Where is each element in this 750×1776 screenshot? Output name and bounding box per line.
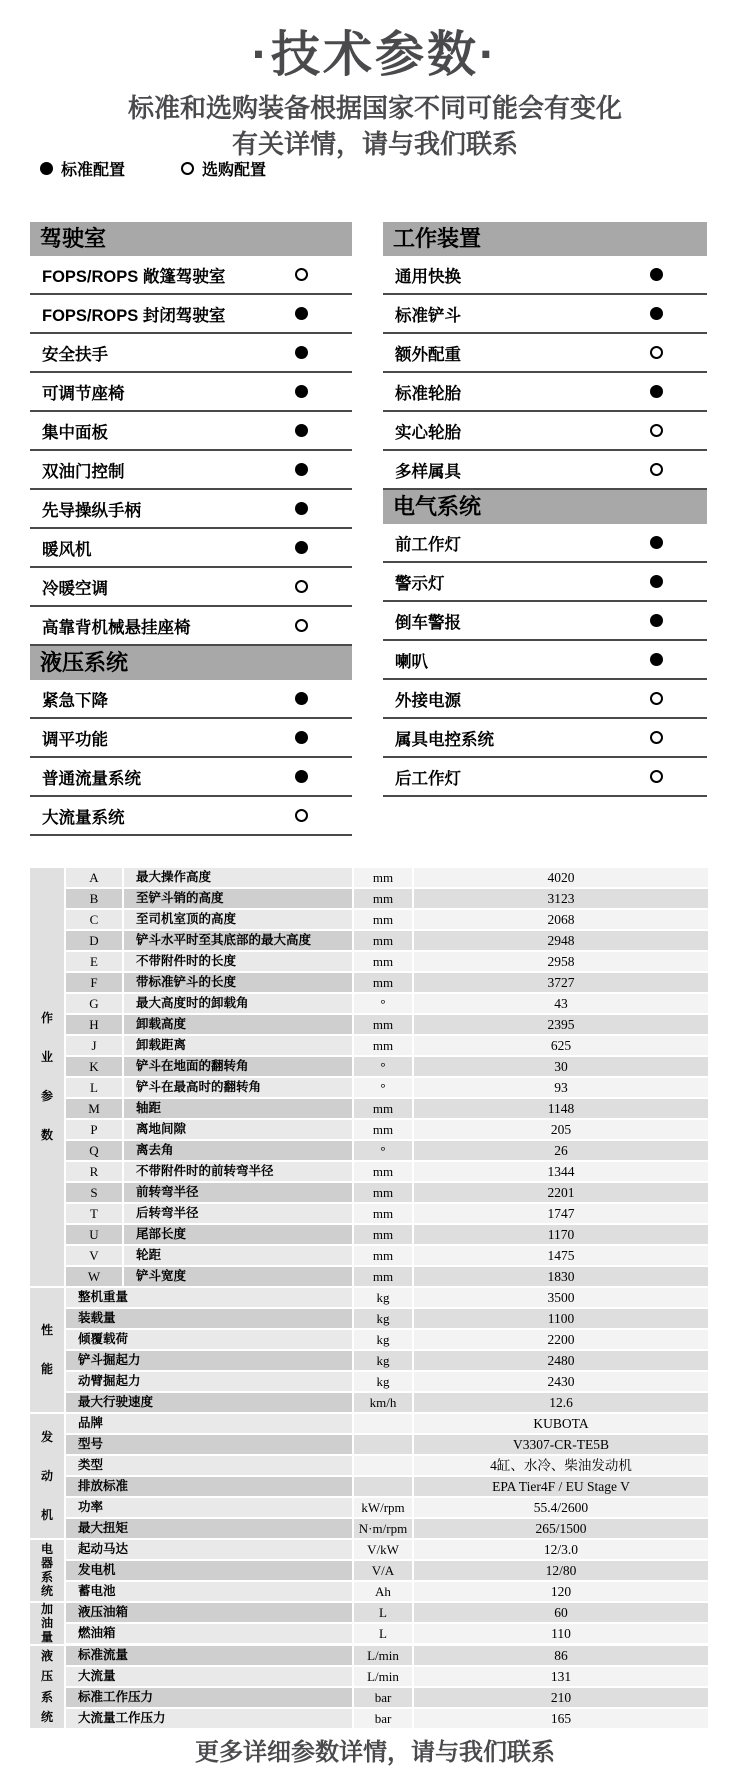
section-header-electrical-system: 电气系统 — [383, 490, 707, 524]
config-item-label: 标准轮胎 — [395, 384, 461, 403]
spec-dimension-letter: B — [66, 889, 122, 908]
spec-param-value: 2480 — [414, 1351, 708, 1370]
spec-group-label: 电 器 系 统 — [30, 1540, 64, 1601]
spec-param-value: 205 — [414, 1120, 708, 1139]
spec-param-name: 燃油箱 — [66, 1624, 352, 1643]
footer-note: 更多详细参数详情，请与我们联系 — [195, 1739, 555, 1766]
spec-param-unit: mm — [354, 1225, 412, 1244]
config-row — [30, 797, 352, 836]
config-item-label: 警示灯 — [395, 574, 445, 593]
config-row — [383, 451, 707, 490]
spec-param-value: 265/1500 — [414, 1519, 708, 1538]
config-row — [30, 758, 352, 797]
spec-param-value: 120 — [414, 1582, 708, 1601]
spec-group-rows — [66, 1603, 708, 1644]
config-item-label: 标准铲斗 — [395, 306, 461, 325]
optional-dot-icon — [295, 619, 308, 632]
config-row — [383, 758, 707, 797]
standard-dot-icon — [650, 307, 663, 320]
spec-param-unit: kg — [354, 1330, 412, 1349]
legend — [40, 157, 266, 180]
section-header-cab: 驾驶室 — [30, 222, 352, 256]
optional-dot-icon — [650, 424, 663, 437]
optional-dot-icon — [181, 162, 194, 175]
spec-param-name: 前转弯半径 — [124, 1183, 352, 1202]
config-row — [383, 295, 707, 334]
config-row — [30, 256, 352, 295]
config-item-label: 暖风机 — [42, 540, 92, 559]
spec-param-unit: mm — [354, 1162, 412, 1181]
spec-param-value: 60 — [414, 1603, 708, 1622]
spec-param-unit: kg — [354, 1351, 412, 1370]
spec-param-unit: mm — [354, 910, 412, 929]
spec-param-value: 4缸、水冷、柴油发动机 — [414, 1456, 708, 1475]
spec-param-value: 12/3.0 — [414, 1540, 708, 1559]
spec-group-label: 性 能 — [30, 1288, 64, 1412]
config-item-label: 安全扶手 — [42, 345, 108, 364]
spec-dimension-letter: K — [66, 1057, 122, 1076]
config-row — [383, 334, 707, 373]
standard-dot-icon — [295, 346, 308, 359]
spec-dimension-letter: P — [66, 1120, 122, 1139]
spec-dimension-letter: U — [66, 1225, 122, 1244]
config-item-label: 集中面板 — [42, 423, 108, 442]
config-item-label: FOPS/ROPS 封闭驾驶室 — [42, 306, 226, 325]
spec-param-unit: bar — [354, 1709, 412, 1728]
spec-param-unit — [354, 1435, 412, 1454]
config-item-label: 后工作灯 — [395, 769, 461, 788]
standard-dot-icon — [295, 463, 308, 476]
spec-param-name: 卸载距离 — [124, 1036, 352, 1055]
spec-param-unit — [354, 1477, 412, 1496]
subtitle-line-2: 有关详情，请与我们联系 — [231, 129, 518, 159]
spec-param-value: 12/80 — [414, 1561, 708, 1580]
spec-param-value: 2200 — [414, 1330, 708, 1349]
spec-param-name: 蓄电池 — [66, 1582, 352, 1601]
page-title: ·技术参数· — [251, 28, 499, 82]
spec-param-value: 3123 — [414, 889, 708, 908]
spec-group-hydraulic — [30, 1646, 708, 1728]
spec-param-value: 1170 — [414, 1225, 708, 1244]
spec-param-name: 起动马达 — [66, 1540, 352, 1559]
standard-dot-icon — [295, 424, 308, 437]
spec-param-unit: mm — [354, 1015, 412, 1034]
spec-group-electric-system — [30, 1540, 708, 1601]
spec-param-name: 最大操作高度 — [124, 868, 352, 887]
spec-param-name: 卸载高度 — [124, 1015, 352, 1034]
spec-param-value: 55.4/2600 — [414, 1498, 708, 1517]
standard-dot-icon — [295, 541, 308, 554]
spec-param-name: 铲斗水平时至其底部的最大高度 — [124, 931, 352, 950]
spec-param-value: 1747 — [414, 1204, 708, 1223]
spec-group-rows — [66, 1540, 708, 1601]
spec-dimension-letter: A — [66, 868, 122, 887]
spec-group-rows — [66, 1646, 708, 1728]
config-item-label: 先导操纵手柄 — [42, 501, 141, 520]
config-row — [383, 563, 707, 602]
config-row — [30, 568, 352, 607]
spec-param-unit: mm — [354, 868, 412, 887]
spec-param-unit: mm — [354, 931, 412, 950]
spec-param-unit: mm — [354, 1246, 412, 1265]
standard-dot-icon — [40, 162, 53, 175]
optional-dot-icon — [295, 268, 308, 281]
spec-param-unit — [354, 1414, 412, 1433]
config-item-label: 冷暖空调 — [42, 579, 108, 598]
standard-dot-icon — [295, 307, 308, 320]
spec-dimension-letter: R — [66, 1162, 122, 1181]
config-item-label: 调平功能 — [42, 730, 108, 749]
config-item-label: 喇叭 — [395, 652, 428, 671]
spec-dimension-letter: L — [66, 1078, 122, 1097]
config-row — [30, 334, 352, 373]
config-item-label: 前工作灯 — [395, 535, 461, 554]
spec-param-value: 93 — [414, 1078, 708, 1097]
spec-dimension-letter: J — [66, 1036, 122, 1055]
spec-param-unit: ° — [354, 1141, 412, 1160]
spec-param-name: 至司机室顶的高度 — [124, 910, 352, 929]
spec-dimension-letter: S — [66, 1183, 122, 1202]
config-item-label: 通用快换 — [395, 267, 461, 286]
spec-param-unit: kg — [354, 1288, 412, 1307]
spec-param-value: 86 — [414, 1646, 708, 1665]
spec-param-name: 带标准铲斗的长度 — [124, 973, 352, 992]
spec-table — [30, 868, 708, 1730]
config-column-left — [30, 222, 352, 836]
spec-param-unit: V/A — [354, 1561, 412, 1580]
standard-dot-icon — [650, 385, 663, 398]
legend-item-optional — [181, 157, 266, 180]
spec-param-value: 2430 — [414, 1372, 708, 1391]
config-item-label: 倒车警报 — [395, 613, 461, 632]
spec-group-operating-parameters — [30, 868, 708, 1286]
spec-param-value: 1100 — [414, 1309, 708, 1328]
spec-param-name: 最大行驶速度 — [66, 1393, 352, 1412]
config-item-label: 外接电源 — [395, 691, 461, 710]
spec-param-value: EPA Tier4F / EU Stage V — [414, 1477, 708, 1496]
spec-dimension-letter: Q — [66, 1141, 122, 1160]
spec-param-value: 30 — [414, 1057, 708, 1076]
config-row — [383, 373, 707, 412]
spec-dimension-letter: W — [66, 1267, 122, 1286]
spec-param-name: 大流量工作压力 — [66, 1709, 352, 1728]
config-item-label: 普通流量系统 — [42, 769, 141, 788]
spec-param-unit: L/min — [354, 1646, 412, 1665]
spec-param-value: KUBOTA — [414, 1414, 708, 1433]
spec-param-name: 发电机 — [66, 1561, 352, 1580]
optional-dot-icon — [650, 463, 663, 476]
legend-item-standard — [40, 157, 125, 180]
spec-param-value: 2948 — [414, 931, 708, 950]
spec-param-value: 2395 — [414, 1015, 708, 1034]
spec-param-name: 整机重量 — [66, 1288, 352, 1307]
spec-dimension-letter: H — [66, 1015, 122, 1034]
spec-param-name: 标准流量 — [66, 1646, 352, 1665]
spec-param-name: 最大高度时的卸载角 — [124, 994, 352, 1013]
spec-param-value: 3500 — [414, 1288, 708, 1307]
spec-param-name: 铲斗掘起力 — [66, 1351, 352, 1370]
spec-param-name: 标准工作压力 — [66, 1688, 352, 1707]
config-row — [383, 412, 707, 451]
config-row — [30, 490, 352, 529]
spec-dimension-letter: G — [66, 994, 122, 1013]
optional-dot-icon — [650, 692, 663, 705]
optional-dot-icon — [295, 809, 308, 822]
spec-param-unit: mm — [354, 952, 412, 971]
standard-dot-icon — [295, 770, 308, 783]
spec-param-name: 轴距 — [124, 1099, 352, 1118]
spec-param-value: 1830 — [414, 1267, 708, 1286]
standard-dot-icon — [650, 536, 663, 549]
standard-dot-icon — [650, 268, 663, 281]
spec-dimension-letter: D — [66, 931, 122, 950]
spec-param-value: 2958 — [414, 952, 708, 971]
config-row — [383, 680, 707, 719]
spec-param-name: 铲斗宽度 — [124, 1267, 352, 1286]
spec-param-name: 倾覆载荷 — [66, 1330, 352, 1349]
spec-group-engine — [30, 1414, 708, 1538]
standard-dot-icon — [295, 502, 308, 515]
spec-dimension-letter: E — [66, 952, 122, 971]
spec-param-value: 165 — [414, 1709, 708, 1728]
standard-dot-icon — [295, 692, 308, 705]
spec-param-value: V3307-CR-TE5B — [414, 1435, 708, 1454]
spec-param-name: 型号 — [66, 1435, 352, 1454]
config-row — [30, 412, 352, 451]
spec-param-unit: mm — [354, 1204, 412, 1223]
spec-group-fill-capacity — [30, 1603, 708, 1644]
config-item-label: 属具电控系统 — [395, 730, 494, 749]
spec-dimension-letter: T — [66, 1204, 122, 1223]
spec-group-rows — [66, 1288, 708, 1412]
legend-label: 选购配置 — [202, 162, 267, 179]
config-row — [383, 641, 707, 680]
config-item-label: 可调节座椅 — [42, 384, 125, 403]
spec-param-name: 至铲斗销的高度 — [124, 889, 352, 908]
spec-param-name: 动臂掘起力 — [66, 1372, 352, 1391]
subtitle-line-1: 标准和选购装备根据国家不同可能会有变化 — [127, 93, 622, 123]
config-row — [30, 295, 352, 334]
config-row — [30, 607, 352, 646]
spec-dimension-letter: V — [66, 1246, 122, 1265]
spec-param-name: 离地间隙 — [124, 1120, 352, 1139]
config-row — [30, 451, 352, 490]
spec-param-value: 131 — [414, 1667, 708, 1686]
spec-param-unit: Ah — [354, 1582, 412, 1601]
spec-param-value: 43 — [414, 994, 708, 1013]
spec-param-value: 4020 — [414, 868, 708, 887]
spec-param-name: 不带附件时的前转弯半径 — [124, 1162, 352, 1181]
spec-param-value: 1344 — [414, 1162, 708, 1181]
config-row — [30, 373, 352, 412]
spec-param-value: 26 — [414, 1141, 708, 1160]
spec-param-name: 功率 — [66, 1498, 352, 1517]
standard-dot-icon — [650, 575, 663, 588]
spec-param-name: 后转弯半径 — [124, 1204, 352, 1223]
spec-param-unit: kg — [354, 1309, 412, 1328]
spec-param-name: 离去角 — [124, 1141, 352, 1160]
spec-param-unit: ° — [354, 994, 412, 1013]
spec-group-rows — [66, 868, 708, 1286]
optional-dot-icon — [650, 731, 663, 744]
spec-param-unit: L — [354, 1603, 412, 1622]
spec-param-unit: mm — [354, 1036, 412, 1055]
spec-param-name: 最大扭矩 — [66, 1519, 352, 1538]
standard-dot-icon — [295, 385, 308, 398]
spec-param-unit: mm — [354, 1120, 412, 1139]
spec-param-unit: L — [354, 1624, 412, 1643]
spec-param-unit: mm — [354, 1267, 412, 1286]
spec-param-name: 装载量 — [66, 1309, 352, 1328]
config-item-label: 高靠背机械悬挂座椅 — [42, 618, 191, 637]
spec-param-value: 110 — [414, 1624, 708, 1643]
spec-param-value: 1148 — [414, 1099, 708, 1118]
config-item-label: 多样属具 — [395, 462, 461, 481]
spec-param-unit: N·m/rpm — [354, 1519, 412, 1538]
config-row — [383, 524, 707, 563]
spec-param-unit: bar — [354, 1688, 412, 1707]
config-item-label: 紧急下降 — [42, 691, 108, 710]
spec-param-unit: mm — [354, 889, 412, 908]
spec-param-unit: L/min — [354, 1667, 412, 1686]
optional-dot-icon — [295, 580, 308, 593]
spec-dimension-letter: C — [66, 910, 122, 929]
spec-param-unit: ° — [354, 1057, 412, 1076]
spec-param-value: 1475 — [414, 1246, 708, 1265]
config-item-label: 双油门控制 — [42, 462, 125, 481]
config-item-label: 大流量系统 — [42, 808, 125, 827]
config-row — [30, 680, 352, 719]
spec-param-unit: mm — [354, 1183, 412, 1202]
spec-param-unit: mm — [354, 1099, 412, 1118]
spec-param-name: 大流量 — [66, 1667, 352, 1686]
spec-param-name: 尾部长度 — [124, 1225, 352, 1244]
config-item-label: FOPS/ROPS 敞篷驾驶室 — [42, 267, 226, 286]
spec-param-name: 轮距 — [124, 1246, 352, 1265]
spec-param-unit: kW/rpm — [354, 1498, 412, 1517]
spec-param-name: 铲斗在地面的翻转角 — [124, 1057, 352, 1076]
spec-param-value: 12.6 — [414, 1393, 708, 1412]
spec-param-name: 铲斗在最高时的翻转角 — [124, 1078, 352, 1097]
spec-group-label: 液 压 系 统 — [30, 1646, 64, 1728]
legend-label: 标准配置 — [61, 162, 126, 179]
config-row — [30, 529, 352, 568]
config-row — [383, 719, 707, 758]
spec-group-rows — [66, 1414, 708, 1538]
spec-param-value: 2201 — [414, 1183, 708, 1202]
spec-param-name: 不带附件时的长度 — [124, 952, 352, 971]
spec-dimension-letter: M — [66, 1099, 122, 1118]
spec-param-value: 210 — [414, 1688, 708, 1707]
standard-dot-icon — [650, 614, 663, 627]
spec-param-name: 品牌 — [66, 1414, 352, 1433]
standard-dot-icon — [295, 731, 308, 744]
config-row — [30, 719, 352, 758]
spec-param-unit: mm — [354, 973, 412, 992]
spec-param-unit: kg — [354, 1372, 412, 1391]
config-item-label: 实心轮胎 — [395, 423, 461, 442]
spec-param-unit: ° — [354, 1078, 412, 1097]
spec-param-value: 3727 — [414, 973, 708, 992]
config-row — [383, 602, 707, 641]
spec-param-unit: V/kW — [354, 1540, 412, 1559]
config-row — [383, 256, 707, 295]
spec-param-name: 液压油箱 — [66, 1603, 352, 1622]
optional-dot-icon — [650, 346, 663, 359]
spec-dimension-letter: F — [66, 973, 122, 992]
config-column-right — [383, 222, 707, 797]
spec-group-label: 作 业 参 数 — [30, 868, 64, 1286]
spec-param-value: 625 — [414, 1036, 708, 1055]
spec-param-value: 2068 — [414, 910, 708, 929]
spec-group-performance — [30, 1288, 708, 1412]
standard-dot-icon — [650, 653, 663, 666]
config-item-label: 额外配重 — [395, 345, 461, 364]
section-header-hydraulic-system: 液压系统 — [30, 646, 352, 680]
spec-group-label: 加 油 量 — [30, 1603, 64, 1644]
spec-group-label: 发 动 机 — [30, 1414, 64, 1538]
spec-param-unit — [354, 1456, 412, 1475]
optional-dot-icon — [650, 770, 663, 783]
spec-param-unit: km/h — [354, 1393, 412, 1412]
spec-param-name: 排放标准 — [66, 1477, 352, 1496]
spec-param-name: 类型 — [66, 1456, 352, 1475]
section-header-work-equipment: 工作装置 — [383, 222, 707, 256]
